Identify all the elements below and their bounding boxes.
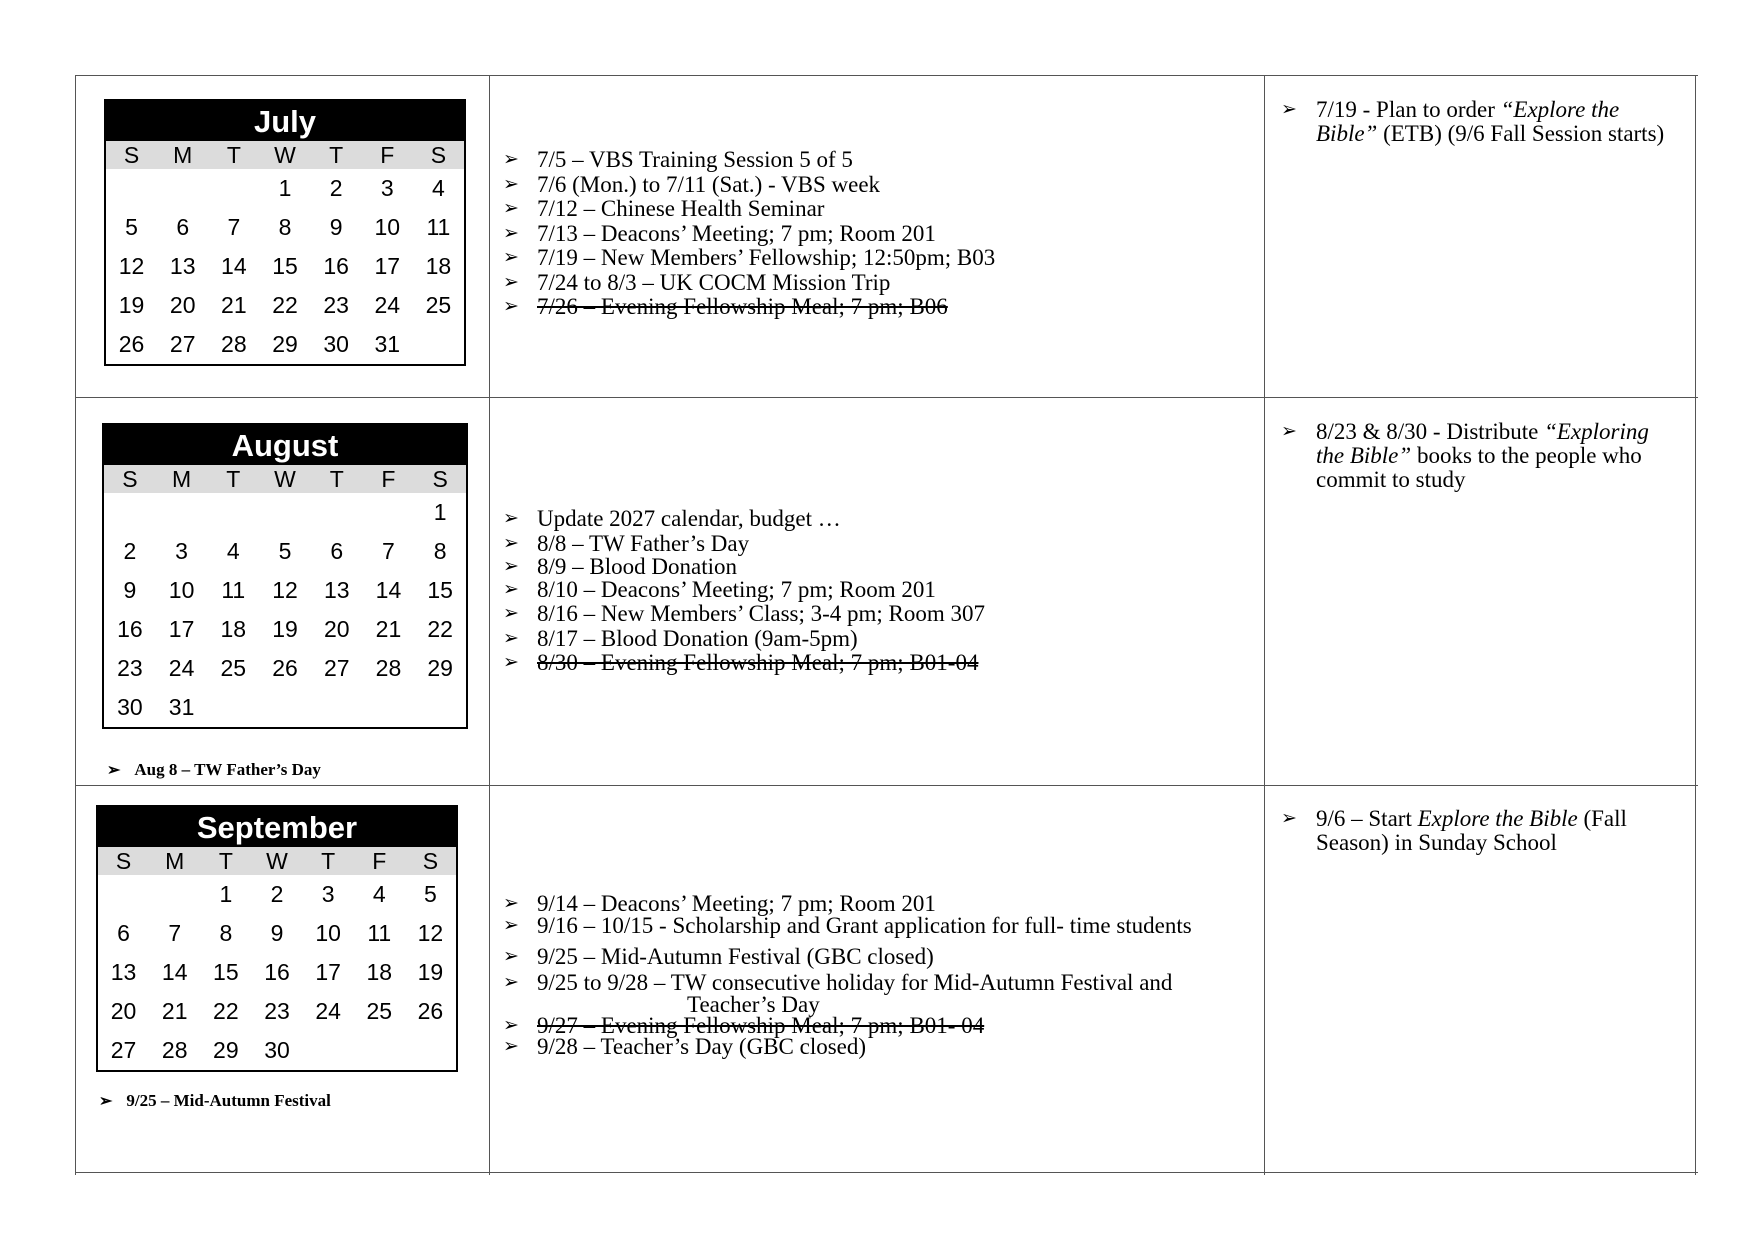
calendar-day: 8	[433, 538, 447, 564]
weekday-label: M	[165, 848, 185, 874]
event-text: 7/6 (Mon.) to 7/11 (Sat.) - VBS week	[537, 171, 881, 197]
arrow-bullet-icon: ➢	[1281, 421, 1297, 442]
event-text: 9/16 – 10/15 - Scholarship and Grant application for full- time students	[537, 913, 1192, 938]
arrow-bullet-icon: ➢	[503, 296, 519, 317]
event-list-july	[503, 148, 995, 320]
note-text-italic: Explore the Bible	[1417, 806, 1578, 831]
note-text-italic: Bible”	[1316, 121, 1378, 146]
calendar-day	[413, 325, 464, 364]
table-border-bottom	[75, 1172, 1698, 1173]
calendar-day: 11	[426, 214, 451, 240]
calendar-day: 12	[417, 920, 444, 946]
calendar-day: 15	[213, 959, 239, 985]
note-line	[1281, 831, 1691, 855]
event-text: 8/9 – Blood Donation	[537, 553, 737, 579]
calendar-day: 5	[278, 538, 292, 564]
calendar-note	[107, 760, 321, 780]
arrow-bullet-icon: ➢	[503, 508, 519, 529]
calendar-day: 13	[323, 577, 350, 603]
weekday-label: F	[372, 848, 387, 874]
weekday-label: T	[329, 466, 344, 492]
event-text: 7/13 – Deacons’ Meeting; 7 pm; Room 201	[537, 220, 936, 246]
event-item	[503, 915, 1192, 937]
arrow-bullet-icon: ➢	[503, 946, 519, 967]
event-item	[503, 555, 985, 578]
calendar-week	[106, 286, 464, 325]
calendar-day: 21	[161, 998, 188, 1024]
calendar-week	[98, 1031, 456, 1070]
calendar-week	[104, 532, 466, 571]
arrow-bullet-icon: ➢	[503, 555, 519, 577]
event-item	[503, 271, 995, 296]
arrow-bullet-icon: ➢	[1281, 99, 1297, 120]
column-divider	[489, 75, 490, 1175]
calendar-day: 16	[117, 616, 143, 642]
arrow-bullet-icon: ➢	[99, 1093, 113, 1110]
calendar-day: 12	[118, 253, 145, 279]
calendar-week	[106, 169, 464, 208]
calendar-day: 21	[221, 292, 247, 318]
weekday-header	[98, 847, 456, 875]
event-text: 9/14 – Deacons’ Meeting; 7 pm; Room 201	[537, 891, 936, 916]
note-september	[1281, 807, 1691, 855]
note-text: books to the people who	[1411, 443, 1642, 468]
calendar-day	[405, 1031, 456, 1070]
calendar-day: 14	[375, 577, 402, 603]
calendar-week	[104, 493, 466, 532]
event-text: Update 2027 calendar, budget …	[537, 506, 841, 531]
event-text: 9/27 – Evening Fellowship Meal; 7 pm; B01- 04	[537, 1013, 985, 1038]
calendar-day: 13	[169, 253, 196, 279]
calendar-day	[354, 1031, 405, 1070]
weekday-label: S	[115, 848, 132, 874]
calendar-day: 3	[321, 881, 335, 907]
calendar-day: 3	[175, 538, 188, 564]
arrow-bullet-icon: ➢	[503, 271, 519, 293]
weekday-label: W	[266, 848, 288, 874]
event-item	[503, 972, 1192, 1016]
calendar-day: 20	[323, 616, 350, 642]
note-text-italic: “Exploring	[1544, 419, 1649, 444]
calendar-day	[414, 688, 466, 727]
calendar-week	[104, 610, 466, 649]
calendar-day: 10	[168, 577, 195, 603]
calendar-day	[303, 1031, 354, 1070]
calendar-day: 5	[424, 881, 437, 907]
calendar-day: 7	[227, 214, 241, 240]
calendar-day: 7	[168, 920, 182, 946]
calendar-day: 10	[374, 214, 401, 240]
note-line	[1281, 122, 1691, 146]
arrow-bullet-icon: ➢	[503, 1036, 519, 1057]
calendar-day: 21	[375, 616, 402, 642]
weekday-label: M	[173, 142, 193, 168]
calendar-day: 31	[168, 694, 195, 720]
calendar-day: 16	[323, 253, 349, 279]
weekday-label: T	[226, 466, 241, 492]
note-text: commit to study	[1316, 467, 1466, 492]
note-line	[1281, 807, 1691, 831]
note-text: 9/6 – Start	[1316, 806, 1418, 831]
calendar-day: 14	[161, 959, 188, 985]
calendar-week	[104, 571, 466, 610]
arrow-bullet-icon: ➢	[503, 578, 519, 600]
event-text: 8/8 – TW Father’s Day	[537, 530, 750, 556]
note-line	[1281, 98, 1691, 122]
calendar-note	[99, 1091, 331, 1111]
event-text: 7/24 to 8/3 – UK COCM Mission Trip	[537, 269, 891, 295]
arrow-bullet-icon: ➢	[503, 173, 519, 195]
event-item-cancelled	[503, 651, 985, 676]
event-item	[503, 148, 995, 173]
calendar-day: 8	[278, 214, 292, 240]
calendar-week	[106, 247, 464, 286]
weekday-label: S	[123, 142, 140, 168]
weekday-label: W	[274, 466, 296, 492]
calendar-day	[259, 688, 311, 727]
calendar-day: 18	[220, 616, 247, 642]
calendar-month-title: September	[98, 807, 456, 847]
note-text-italic: the Bible”	[1316, 443, 1412, 468]
calendar-day: 10	[315, 920, 341, 946]
calendar-day	[104, 493, 156, 532]
weekday-header	[106, 141, 464, 169]
event-item	[503, 893, 1192, 915]
arrow-bullet-icon: ➢	[503, 198, 519, 219]
event-text: 8/17 – Blood Donation (9am-5pm)	[537, 625, 858, 651]
event-text: 7/26 – Evening Fellowship Meal; 7 pm; B06	[537, 294, 948, 319]
calendar-day: 18	[425, 253, 452, 279]
weekday-label: F	[380, 142, 395, 168]
event-text: 9/25 to 9/28 – TW consecutive holiday for Mid-Autumn Festival and	[537, 970, 1173, 995]
calendar-day: 28	[375, 655, 402, 681]
calendar-day	[363, 688, 415, 727]
row-divider	[75, 397, 1698, 398]
calendar-day: 26	[272, 655, 298, 681]
event-item	[503, 222, 995, 247]
calendar-week	[98, 875, 456, 914]
calendar-day: 20	[169, 292, 196, 318]
calendar-day: 14	[221, 253, 247, 279]
note-line	[1281, 468, 1691, 492]
note-line	[1281, 444, 1691, 468]
arrow-bullet-icon: ➢	[503, 915, 519, 936]
calendar-week	[106, 325, 464, 364]
weekday-label: T	[218, 848, 233, 874]
event-text: 7/19 – New Members’ Fellowship; 12:50pm; B03	[537, 245, 996, 270]
calendar-day: 24	[374, 292, 401, 318]
calendar-day: 19	[417, 959, 444, 985]
calendar-day: 25	[425, 292, 452, 318]
calendar-week	[106, 208, 464, 247]
calendar-day: 19	[272, 616, 298, 642]
calendar-month-title: August	[104, 425, 466, 465]
calendar-day: 31	[374, 331, 401, 357]
arrow-bullet-icon: ➢	[107, 762, 121, 779]
weekday-label: F	[381, 466, 396, 492]
note-text: Season) in Sunday School	[1316, 830, 1557, 855]
weekday-label: M	[171, 466, 192, 492]
event-item	[503, 532, 985, 555]
calendar-day: 19	[118, 292, 145, 318]
note-line	[1281, 420, 1691, 444]
calendar-day: 11	[221, 577, 246, 603]
calendar-day: 6	[330, 538, 344, 564]
event-text: 7/5 – VBS Training Session 5 of 5	[537, 147, 853, 172]
event-text: 8/30 – Evening Fellowship Meal; 7 pm; B01-04	[537, 650, 979, 675]
note-text: (Fall	[1577, 806, 1627, 831]
calendar-day: 5	[125, 214, 138, 240]
calendar-day: 23	[117, 655, 143, 681]
calendar-day: 2	[329, 175, 343, 201]
calendar-day	[207, 493, 259, 532]
calendar-day: 9	[123, 577, 137, 603]
calendar-day: 29	[427, 655, 453, 681]
weekday-label: S	[430, 142, 447, 168]
arrow-bullet-icon: ➢	[1281, 808, 1297, 829]
event-item-cancelled	[503, 1013, 1192, 1038]
calendar-day	[157, 169, 208, 208]
calendar-day: 13	[110, 959, 137, 985]
calendar-day	[363, 493, 415, 532]
calendar-week	[104, 649, 466, 688]
calendar-day: 11	[367, 920, 392, 946]
event-item	[503, 246, 995, 271]
weekday-label: T	[321, 848, 336, 874]
calendar-day: 9	[270, 920, 284, 946]
column-divider	[1264, 75, 1265, 1175]
arrow-bullet-icon: ➢	[503, 972, 519, 993]
calendar-day: 17	[315, 959, 341, 985]
calendar-day: 1	[433, 499, 447, 525]
calendar-day: 20	[110, 998, 137, 1024]
calendar-day: 7	[382, 538, 395, 564]
table-border-left	[75, 75, 76, 1175]
event-text-continuation: Teacher’s Day	[687, 992, 820, 1017]
arrow-bullet-icon: ➢	[503, 893, 519, 914]
event-text: 8/16 – New Members’ Class; 3-4 pm; Room 307	[537, 601, 986, 626]
calendar-day: 24	[315, 998, 341, 1024]
calendar-day: 23	[323, 292, 349, 318]
calendar-week	[98, 914, 456, 953]
table-border-right	[1695, 75, 1696, 1175]
calendar-day: 18	[366, 959, 393, 985]
note-text-italic: “Explore the	[1500, 97, 1620, 122]
event-text: 9/28 – Teacher’s Day (GBC closed)	[537, 1034, 867, 1059]
event-item	[503, 173, 995, 198]
calendar-week	[98, 992, 456, 1031]
calendar-day: 30	[264, 1037, 290, 1063]
arrow-bullet-icon: ➢	[503, 222, 519, 244]
event-text: 8/10 – Deacons’ Meeting; 7 pm; Room 201	[537, 576, 936, 602]
note-text: 7/19 - Plan to order	[1316, 97, 1501, 122]
calendar-day: 28	[161, 1037, 188, 1063]
note-july	[1281, 98, 1691, 146]
arrow-bullet-icon: ➢	[503, 149, 519, 170]
calendar-day: 8	[219, 920, 233, 946]
calendar-day	[149, 875, 200, 914]
event-item	[503, 602, 985, 627]
calendar-day	[259, 493, 311, 532]
arrow-bullet-icon: ➢	[503, 652, 519, 673]
event-item-cancelled	[503, 295, 995, 320]
weekday-label: W	[274, 142, 296, 168]
calendar-day	[311, 493, 363, 532]
calendar-day: 26	[118, 331, 145, 357]
calendar-day: 27	[323, 655, 350, 681]
calendar-day: 3	[380, 175, 394, 201]
calendar-note-text: 9/25 – Mid-Autumn Festival	[126, 1091, 331, 1110]
calendar-august	[102, 423, 468, 729]
calendar-day: 2	[270, 881, 284, 907]
calendar-day: 24	[168, 655, 195, 681]
event-item	[503, 197, 995, 222]
calendar-note-text: Aug 8 – TW Father’s Day	[134, 760, 321, 779]
event-item	[503, 507, 985, 532]
event-item	[503, 627, 985, 652]
calendar-day: 9	[329, 214, 343, 240]
calendar-day: 17	[168, 616, 195, 642]
event-item	[503, 1036, 1192, 1058]
calendar-day: 1	[219, 881, 233, 907]
calendar-september	[96, 805, 458, 1072]
calendar-day	[207, 688, 259, 727]
event-item	[503, 946, 1192, 968]
calendar-day: 27	[110, 1037, 137, 1063]
event-list-september	[503, 893, 1192, 1058]
calendar-day	[311, 688, 363, 727]
calendar-day: 4	[226, 538, 240, 564]
calendar-day: 26	[417, 998, 444, 1024]
calendar-day: 23	[264, 998, 290, 1024]
event-text: 7/12 – Chinese Health Seminar	[537, 196, 825, 221]
calendar-day: 6	[176, 214, 190, 240]
event-list-august	[503, 507, 985, 676]
calendar-day: 30	[323, 331, 349, 357]
calendar-day	[106, 169, 157, 208]
event-text: 9/25 – Mid-Autumn Festival (GBC closed)	[537, 944, 934, 969]
calendar-week	[104, 688, 466, 727]
calendar-day: 22	[272, 292, 298, 318]
calendar-day: 29	[213, 1037, 239, 1063]
weekday-label: S	[432, 466, 448, 492]
calendar-day: 25	[366, 998, 393, 1024]
note-text: (ETB) (9/6 Fall Session starts)	[1377, 121, 1665, 146]
calendar-day: 22	[213, 998, 239, 1024]
calendar-day: 28	[221, 331, 247, 357]
arrow-bullet-icon: ➢	[503, 603, 519, 624]
weekday-label: T	[329, 142, 344, 168]
calendar-day: 6	[117, 920, 130, 946]
note-text: 8/23 & 8/30 - Distribute	[1316, 419, 1545, 444]
weekday-label: S	[422, 848, 439, 874]
calendar-day: 1	[278, 175, 292, 201]
calendar-day: 22	[427, 616, 453, 642]
calendar-day: 25	[220, 655, 247, 681]
calendar-day: 30	[117, 694, 143, 720]
calendar-day: 4	[432, 175, 445, 201]
calendar-day	[156, 493, 208, 532]
calendar-day: 16	[264, 959, 290, 985]
calendar-day: 17	[374, 253, 401, 279]
calendar-month-title: July	[106, 101, 464, 141]
event-item	[503, 578, 985, 603]
calendar-day: 15	[427, 577, 453, 603]
calendar-july	[104, 99, 466, 366]
row-divider	[75, 785, 1698, 786]
calendar-week	[98, 953, 456, 992]
calendar-day	[208, 169, 259, 208]
note-august	[1281, 420, 1691, 492]
weekday-label: T	[226, 142, 241, 168]
calendar-day: 15	[272, 253, 298, 279]
arrow-bullet-icon: ➢	[503, 532, 519, 554]
calendar-day: 2	[123, 538, 137, 564]
calendar-day: 27	[169, 331, 196, 357]
calendar-day	[98, 875, 149, 914]
weekday-header	[104, 465, 466, 493]
weekday-label: S	[122, 466, 138, 492]
arrow-bullet-icon: ➢	[503, 247, 519, 268]
calendar-day: 12	[272, 577, 298, 603]
arrow-bullet-icon: ➢	[503, 1015, 519, 1036]
table-border-top	[75, 75, 1698, 76]
arrow-bullet-icon: ➢	[503, 627, 519, 649]
calendar-day: 29	[272, 331, 298, 357]
calendar-day: 4	[372, 881, 386, 907]
